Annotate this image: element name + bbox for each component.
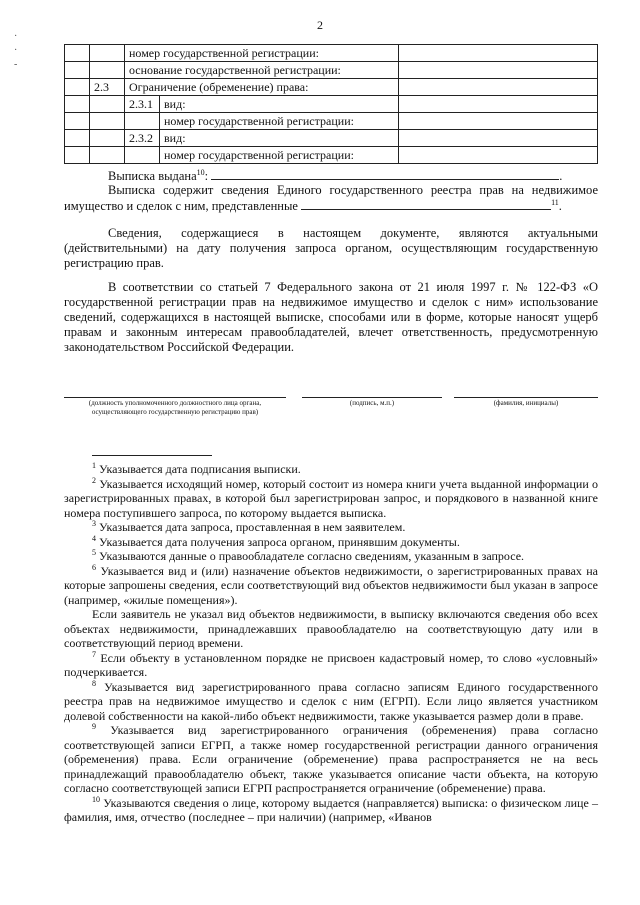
footnote-divider	[92, 455, 212, 456]
row-value	[399, 96, 598, 113]
footnote: $^6$ Указывается вид и (или) назначение объектов недвижимости, о зарегистрированных правах на которые запрошены сведения, если соответствующий вид объектов недвижимости был указан в запросе (например, «жилые помещения»).	[64, 562, 598, 607]
footnote: $^7$ Если объекту в установленном порядке не присвоен кадастровый номер, то слово «условный» подчеркивается.	[64, 649, 598, 679]
footnote: $^2$ Указывается исходящий номер, который состоит из номера книги учета выданной информации о зарегистрированных правах, в которой был зарегистрирован запрос, и порядкового в названной книге номера поступившего запроса, по которому выдается выписка.	[64, 475, 598, 520]
scan-edge-marks: · · -	[14, 31, 18, 70]
table-row	[65, 147, 598, 164]
signature-caption: (подпись, м.п.)	[302, 397, 442, 408]
table-row	[65, 45, 598, 62]
footnote: $^1$ Указывается дата подписания выписки.	[92, 461, 301, 476]
footnote: $^8$ Указывается вид зарегистрированного права согласно записям Единого государственного реестра прав на недвижимое имущество и сделок с ним (ЕГРП). Если лицо является участником долевой собственности на какой-либо объект недвижимости, также указывается размер доли в праве.	[64, 678, 599, 723]
registration-table	[64, 44, 598, 164]
row-value	[399, 45, 598, 62]
footnotes	[64, 462, 598, 825]
row-value	[399, 113, 598, 130]
name-caption: (фамилия, инициалы)	[454, 397, 598, 408]
row-subnumber: 2.3.1	[125, 96, 160, 113]
table-row	[65, 96, 598, 113]
row-label: вид:	[160, 96, 399, 113]
info-paragraph: Сведения, содержащиеся в настоящем документе, являются актуальными (действительными) на дату получения запроса органом, осуществляющим государственную регистрацию прав.	[64, 226, 598, 270]
page-number: 2	[317, 18, 323, 32]
row-label: номер государственной регистрации:	[160, 147, 399, 164]
footnote: $^3$ Указывается дата запроса, проставленная в нем заявителем.	[92, 519, 406, 534]
row-label: основание государственной регистрации:	[125, 62, 399, 79]
law-paragraph: В соответствии со статьей 7 Федерального закона от 21 июля 1997 г. № 122-ФЗ «О государственной регистрации прав на недвижимое имущество и сделок с ним» использование сведений, содержащихся в настоящей выписке, способами или в форме, которые наносят ущерб правам и законным интересам правообладателей, влечет ответственность, предусмотренную законодательством Российской Федерации.	[64, 280, 598, 354]
row-value	[399, 147, 598, 164]
issued-to-blank	[211, 168, 559, 180]
contains-paragraph: Выписка содержит сведения Единого государственного реестра прав на недвижимое имущество и сделок с ним, представленные $^{11}$.	[64, 183, 598, 213]
footnote-continuation: Если заявитель не указал вид объектов недвижимости, в выписку включаются сведения обо всех объектах недвижимости, принадлежавших правообладателю на соответствующую дату или в соответствующий период времени.	[64, 607, 598, 650]
issued-to-line: Выписка выдана$^{10}$: .	[108, 167, 563, 183]
row-label: вид:	[160, 130, 399, 147]
row-value	[399, 130, 598, 147]
table-row	[65, 79, 598, 96]
footnote: $^4$ Указывается дата получения запроса органом, принявшим документы.	[92, 533, 460, 549]
contains-blank	[301, 198, 551, 210]
row-subnumber: 2.3.2	[125, 130, 160, 147]
footnote: $^5$ Указываются данные о правообладателе согласно сведениям, указанным в запросе.	[92, 548, 525, 563]
row-label: Ограничение (обременение) права:	[125, 79, 399, 96]
table-row	[65, 130, 598, 147]
row-value	[399, 79, 598, 96]
table-row	[65, 62, 598, 79]
row-value	[399, 62, 598, 79]
footnote: $^9$ Указывается вид зарегистрированного ограничения (обременения) права согласно соответствующей записи ЕГРП, а также номер государственной регистрации данного ограничения (обременения) права. Если ограничение (обременение) права распространяется не на весь принадлежащий правообладателю объект, также указывается описание части объекта, на которую согласно соответствующей записи ЕГРП распространяется ограничение (обременение) права.	[64, 722, 599, 795]
footnote: $^{10}$ Указываются сведения о лице, которому выдается (направляется) выписка: о физическом лице – фамилия, имя, отчество (последнее – при наличии) (например, «Иванов	[64, 794, 598, 824]
row-number: 2.3	[90, 79, 125, 96]
row-label: номер государственной регистрации:	[160, 113, 399, 130]
row-label: номер государственной регистрации:	[125, 45, 399, 62]
table-row	[65, 113, 598, 130]
signature-block	[64, 397, 598, 427]
position-caption: (должность уполномоченного должностного лица органа, осуществляющего государственную регистрацию прав)	[64, 397, 286, 417]
